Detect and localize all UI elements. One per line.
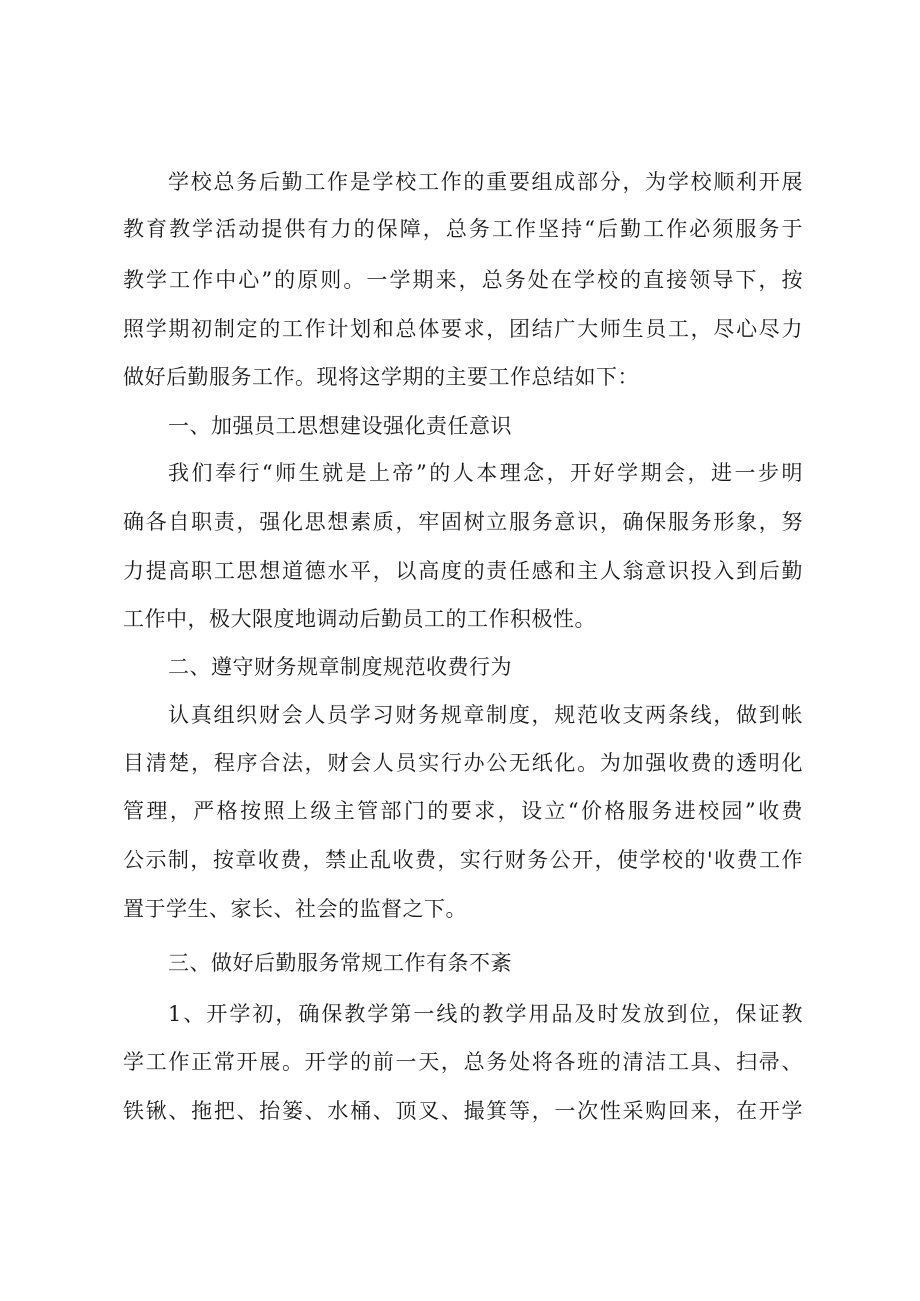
section-heading: 一、加强员工思想建设强化责任意识 (168, 414, 512, 438)
text-line: 管理，严格按照上级主管部门的要求，设立“价格服务进校园”收费 (123, 799, 803, 823)
text-line: 做好后勤服务工作。现将这学期的主要工作总结如下： (123, 365, 639, 389)
text-line: 教育教学活动提供有力的保障，总务工作坚持“后勤工作必须服务于 (123, 217, 803, 241)
text-line: 确各自职责，强化思想素质，牢固树立服务意识，确保服务形象，努 (123, 510, 803, 534)
text-line: 学校总务后勤工作是学校工作的重要组成部分，为学校顺利开展 (168, 170, 803, 194)
text-line: 学工作正常开展。开学的前一天，总务处将各班的清洁工具、扫帚、 (123, 1050, 803, 1074)
text-line: 目清楚，程序合法，财会人员实行办公无纸化。为加强收费的透明化 (123, 751, 803, 775)
text-line: 置于学生、家长、社会的监督之下。 (123, 897, 467, 921)
text-line: 工作中，极大限度地调动后勤员工的工作积极性。 (123, 607, 596, 631)
section-heading: 二、遵守财务规章制度规范收费行为 (168, 655, 512, 679)
text-line: 教学工作中心”的原则。一学期来，总务处在学校的直接领导下，按 (123, 268, 803, 292)
text-line: 我们奉行“师生就是上帝”的人本理念，开好学期会，进一步明 (168, 461, 803, 485)
text-line: 力提高职工思想道德水平，以高度的责任感和主人翁意识投入到后勤 (123, 559, 803, 583)
text-line: 铁锹、拖把、抬篓、水桶、顶叉、撮箕等，一次性采购回来，在开学 (123, 1099, 803, 1123)
text-line: 公示制，按章收费，禁止乱收费，实行财务公开，使学校的'收费工作 (123, 848, 803, 872)
text-line: 1、开学初，确保教学第一线的教学用品及时发放到位，保证教 (168, 1002, 803, 1026)
text-line: 照学期初制定的工作计划和总体要求，团结广大师生员工，尽心尽力 (123, 317, 803, 341)
text-line: 认真组织财会人员学习财务规章制度，规范收支两条线，做到帐 (168, 703, 803, 727)
section-heading: 三、做好后勤服务常规工作有条不紊 (168, 951, 512, 975)
